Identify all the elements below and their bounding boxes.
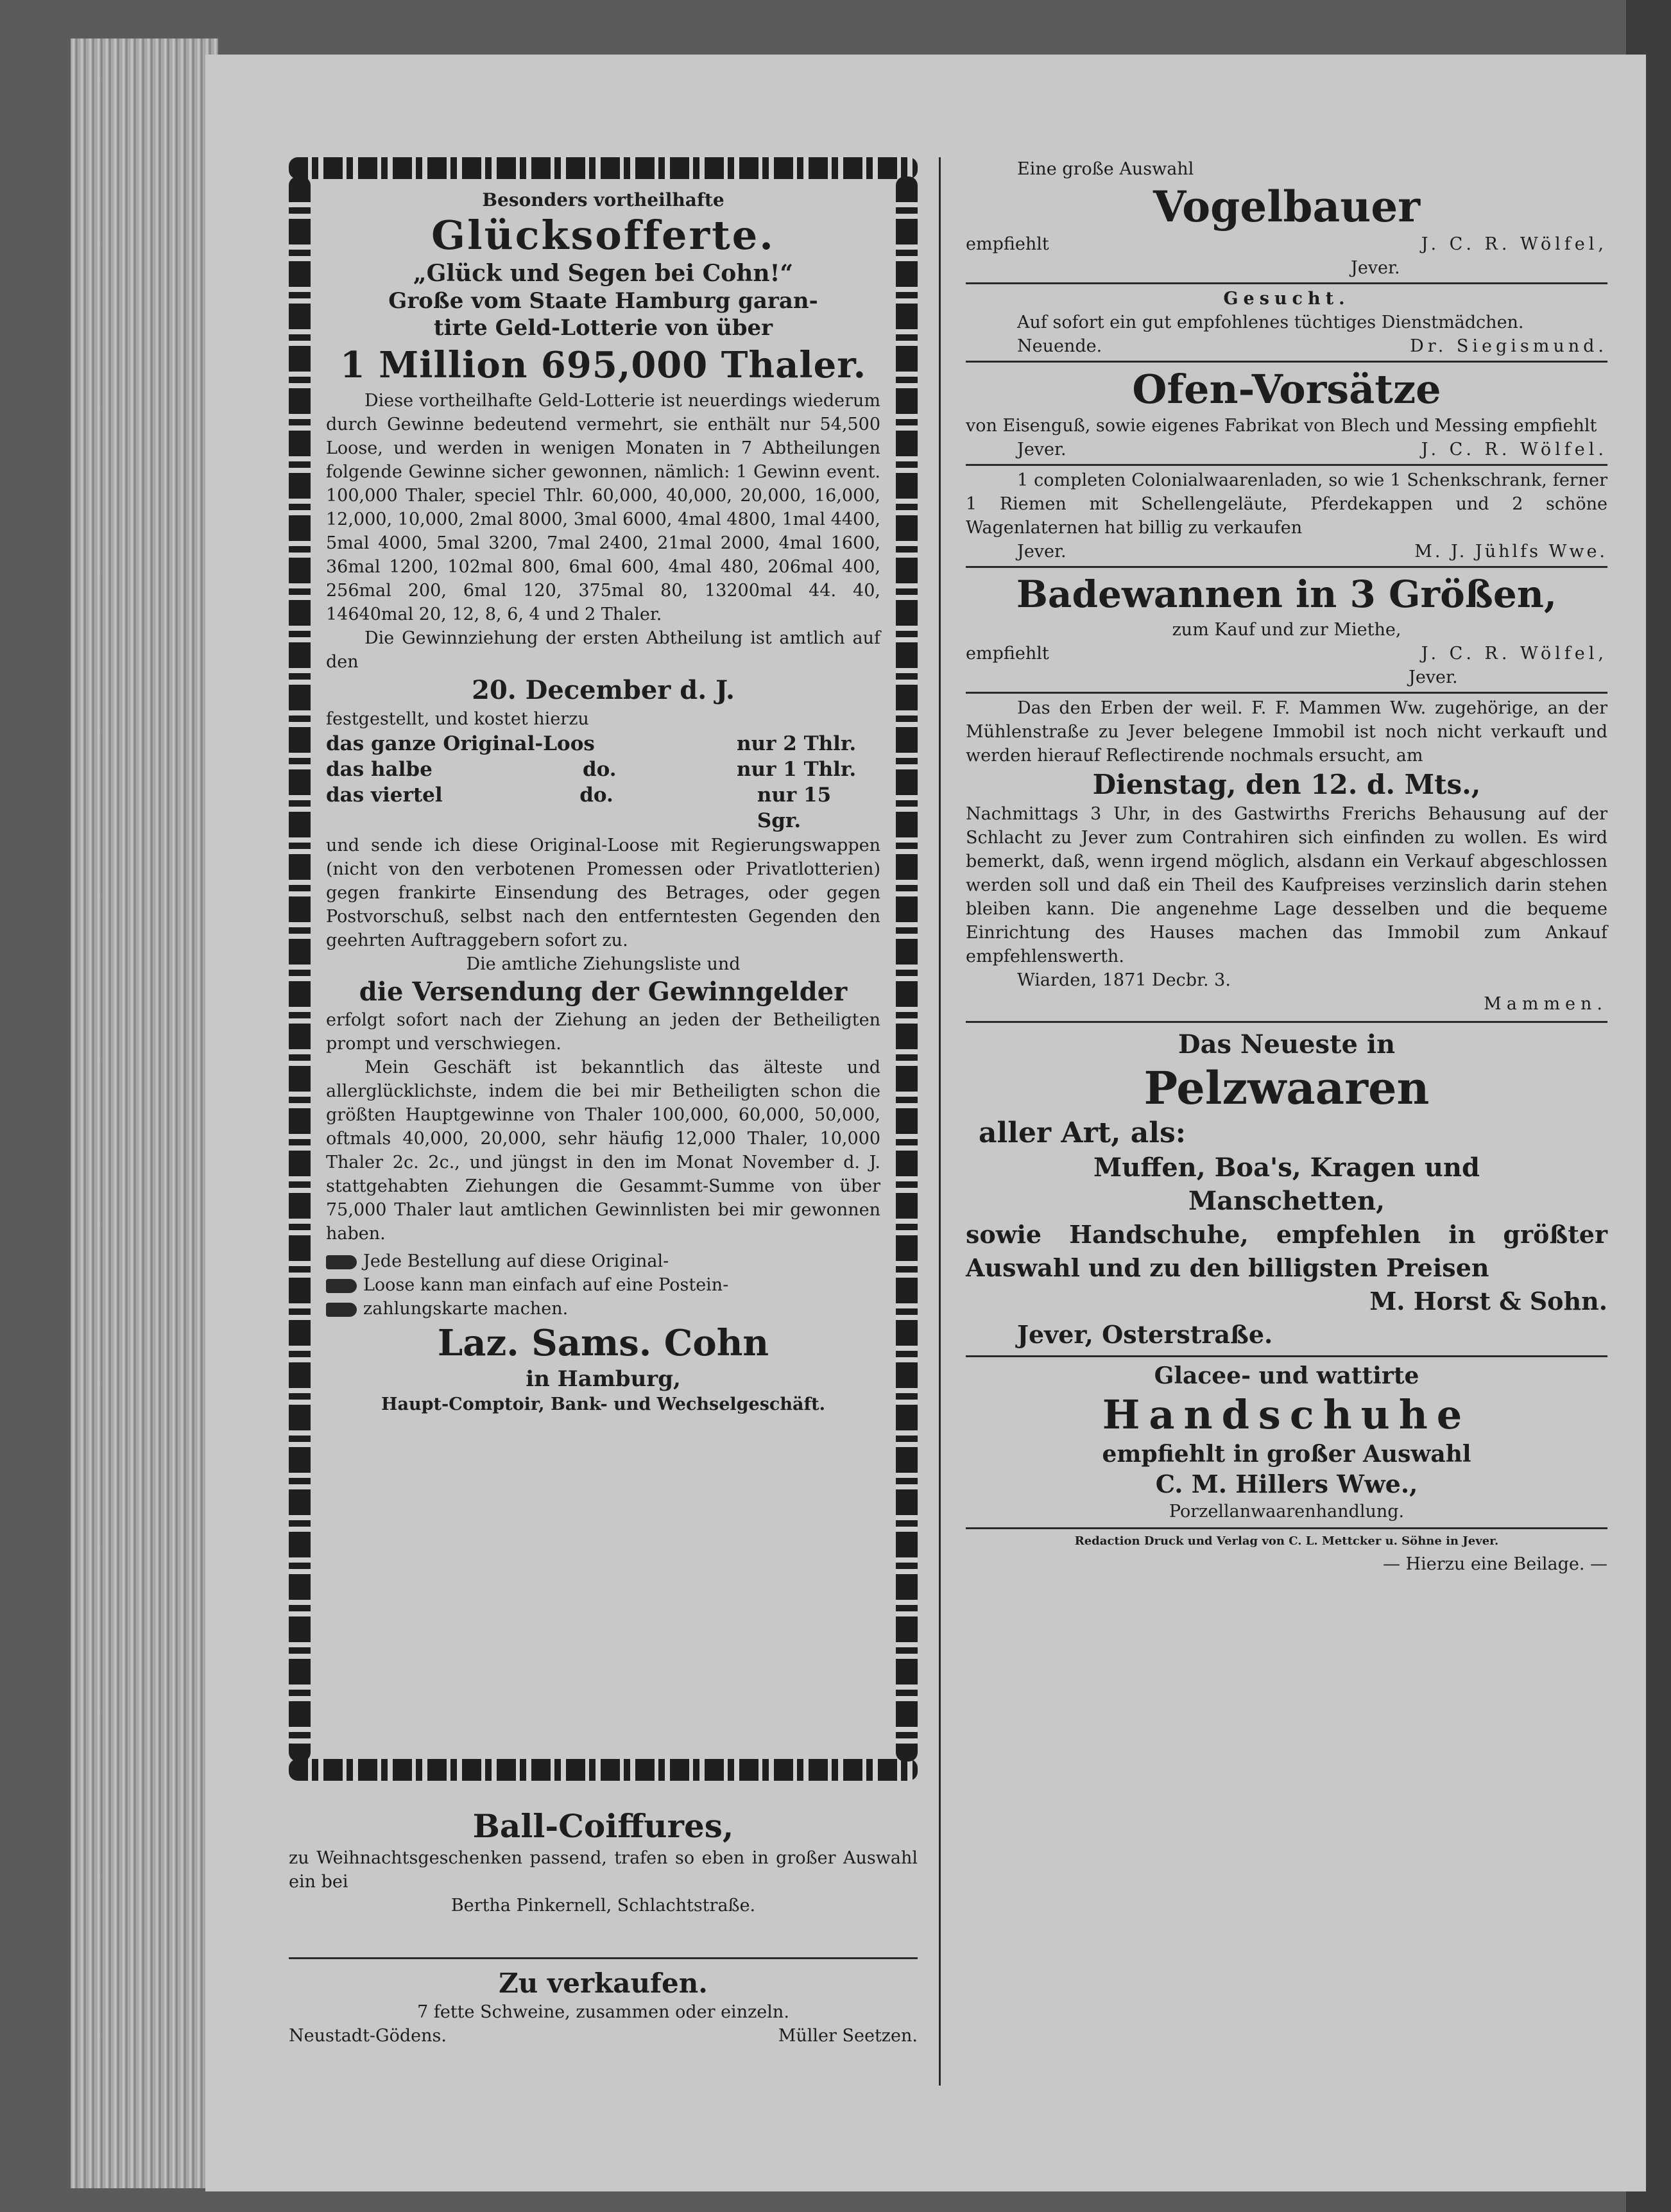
lottery-body-4: Mein Geschäft ist bekanntlich das älteste und allerglücklichste, indem die bei mir Betheiligten schon die größten Hauptgewinne von Thaler 100,000, 60,000, 50,000, oftmals 40,000, 20,000, sehr häufig 12,000 Thaler, 10,000 Thaler 2c. 2c., und jüngst in den im Monat November d. J. stattgehabten Ziehungen die Gesammt-Summe von über 75,000 Thaler laut amtlichen Gewinnlisten bei mir gewonnen haben. bbox=[326, 1058, 880, 1244]
lottery-headline-1: Große vom Staate Hamburg garan- bbox=[388, 288, 818, 314]
vogel-place: Jever. bbox=[1351, 258, 1400, 278]
price-ditto: do. bbox=[583, 758, 617, 781]
hand-title: Handschuhe bbox=[1102, 1391, 1471, 1438]
ornamental-border-left bbox=[289, 176, 311, 1762]
laden-place: Jever. bbox=[1017, 542, 1067, 562]
ball-text: zu Weihnachtsgeschenken passend, trafen so eben in großer Auswahl ein bei bbox=[289, 1848, 918, 1892]
vogel-intro: Eine große Auswahl bbox=[1017, 159, 1194, 179]
lottery-ad bbox=[289, 157, 918, 1781]
right-column bbox=[966, 157, 1607, 1576]
order-line-2: Loose kann man einfach auf eine Postein- bbox=[326, 1273, 880, 1297]
supplement-note: — Hierzu eine Beilage. — bbox=[1382, 1554, 1607, 1574]
divider bbox=[966, 566, 1607, 568]
page-footer bbox=[966, 1533, 1607, 1576]
divider bbox=[289, 1957, 918, 1959]
lottery-headline-2: tirte Geld-Lotterie von über bbox=[433, 315, 773, 341]
imprint: Redaction Druck und Verlag von C. L. Mettcker u. Söhne in Jever. bbox=[1074, 1534, 1499, 1548]
order-line-3: zahlungskarte machen. bbox=[326, 1297, 880, 1321]
gesucht-title: Gesucht. bbox=[1223, 289, 1350, 309]
column-rule bbox=[939, 157, 941, 2086]
laden-sign-row bbox=[966, 540, 1607, 563]
ball-title: Ball-Coiffures, bbox=[472, 1807, 734, 1845]
ofen-ad bbox=[966, 365, 1607, 461]
price-row-whole bbox=[326, 731, 880, 757]
pelz-line-3: Manschetten, bbox=[1188, 1186, 1385, 1216]
lottery-amount: 1 Million 695,000 Thaler. bbox=[339, 344, 867, 386]
pointing-hand-icon bbox=[326, 1303, 357, 1317]
ofen-place: Jever. bbox=[1017, 440, 1067, 459]
hand-intro: Glacee- und wattirte bbox=[1154, 1362, 1419, 1389]
price-label: das ganze Original-Loos bbox=[326, 732, 595, 755]
pelzwaaren-ad bbox=[966, 1028, 1607, 1351]
lottery-motto: „Glück und Segen bei Cohn!“ bbox=[413, 260, 794, 287]
sale-sign: Müller Seetzen. bbox=[778, 2026, 918, 2046]
divider bbox=[966, 1021, 1607, 1023]
pelz-sign: M. Horst & Sohn. bbox=[1369, 1287, 1607, 1316]
sale-sign-row bbox=[289, 2024, 918, 2048]
pelz-line-1: aller Art, als: bbox=[979, 1117, 1186, 1149]
bade-seller-row bbox=[966, 642, 1607, 665]
ofen-title: Ofen-Vorsätze bbox=[1132, 366, 1441, 413]
bade-seller: J. C. R. Wölfel, bbox=[1421, 644, 1607, 664]
gesucht-ad bbox=[966, 287, 1607, 358]
divider bbox=[966, 464, 1607, 466]
vogel-verb: empfiehlt bbox=[966, 234, 1049, 254]
price-value: nur 2 Thlr. bbox=[737, 732, 857, 755]
hand-sub: Porzellanwaarenhandlung. bbox=[1169, 1502, 1405, 1522]
price-ditto: do. bbox=[579, 784, 613, 807]
sale-text: 7 fette Schweine, zusammen oder einzeln. bbox=[417, 2002, 789, 2022]
ball-coiffures-ad bbox=[289, 1806, 918, 1917]
ofen-sign: J. C. R. Wölfel. bbox=[1421, 440, 1607, 459]
vogel-seller: J. C. R. Wölfel, bbox=[1421, 234, 1607, 254]
vogel-seller-row bbox=[966, 232, 1607, 256]
mammen-property-ad bbox=[966, 696, 1607, 1016]
book-page-edges bbox=[71, 39, 218, 2188]
pelz-line-4: sowie Handschuhe, empfehlen in größter Auswahl und zu den billigsten Preisen bbox=[966, 1220, 1607, 1282]
hand-line: empfiehlt in großer Auswahl bbox=[1102, 1441, 1471, 1468]
pelz-intro: Das Neueste in bbox=[1178, 1029, 1396, 1059]
bade-place: Jever. bbox=[1409, 667, 1458, 687]
lottery-body-1: Diese vortheilhafte Geld-Lotterie ist neuerdings wiederum durch Gewinne bedeutend vermehrt, sie enthält nur 54,500 Loose, und werden in wenigen Monaten in 7 Abtheilungen folgende Gewinne sicher gewonnen, nämlich: 1 Gewinn event. 100,000 Thaler, speciel Thlr. 60,000, 40,000, 20,000, 16,000, 12,000, 10,000, 2mal 8000, 3mal 6000, 4mal 4800, 1mal 4400, 5mal 4000, 5mal 3200, 7mal 2400, 21mal 2000, 4mal 1600, 36mal 1200, 102mal 800, 6mal 600, 4mal 480, 206mal 400, 256mal 200, 6mal 120, 375mal 80, 13200mal 44. 40, 14640mal 20, 12, 8, 6, 4 und 2 Thaler. bbox=[326, 391, 880, 624]
bade-title: Badewannen in 3 Größen, bbox=[1016, 572, 1557, 616]
pointing-hand-icon bbox=[326, 1255, 357, 1269]
laden-sign: M. J. Jühlfs Wwe. bbox=[1414, 542, 1607, 562]
bade-verb: empfiehlt bbox=[966, 644, 1049, 664]
sale-title: Zu verkaufen. bbox=[499, 1968, 708, 1999]
lottery-list-intro: Die amtliche Ziehungsliste und bbox=[466, 954, 741, 974]
order-line-1: Jede Bestellung auf diese Original- bbox=[326, 1249, 880, 1273]
newspaper-page bbox=[205, 55, 1646, 2191]
ornamental-border-bottom bbox=[289, 1759, 918, 1781]
lottery-draw-intro: Die Gewinnziehung der ersten Abtheilung ist amtlich auf den bbox=[326, 628, 880, 672]
ornamental-border-top bbox=[289, 157, 918, 179]
lottery-kicker: Besonders vortheilhafte bbox=[482, 189, 724, 210]
lottery-dispatch: die Versendung der Gewinngelder bbox=[359, 977, 848, 1007]
lottery-city: in Hamburg, bbox=[526, 1366, 681, 1392]
lottery-title: Glücksofferte. bbox=[431, 212, 775, 259]
lottery-draw-date: 20. December d. J. bbox=[472, 675, 735, 705]
hand-sign: C. M. Hillers Wwe., bbox=[1155, 1470, 1418, 1498]
lottery-office: Haupt-Comptoir, Bank- und Wechselgeschäft. bbox=[381, 1394, 825, 1414]
mammen-dateline: Wiarden, 1871 Decbr. 3. bbox=[1017, 970, 1231, 990]
colonial-shop-ad bbox=[966, 468, 1607, 563]
price-row-half bbox=[326, 757, 880, 782]
lottery-firm: Laz. Sams. Cohn bbox=[437, 1322, 769, 1364]
pelz-place: Jever, Osterstraße. bbox=[1017, 1320, 1273, 1349]
lottery-body-2: und sende ich diese Original-Loose mit Regierungswappen (nicht von den verbotenen Promessen oder Privatlotterien) gegen frankirte Einsendung des Betrages, oder gegen Postvorschuß, selbst nach den entferntesten Gegenden den geehrten Auftraggebern sofort zu. bbox=[326, 836, 880, 950]
divider bbox=[966, 692, 1607, 694]
ornamental-border-right bbox=[896, 176, 918, 1762]
handschuhe-ad bbox=[966, 1361, 1607, 1523]
divider bbox=[966, 1527, 1607, 1529]
divider bbox=[966, 1355, 1607, 1357]
mammen-sign: Mammen. bbox=[1484, 994, 1607, 1014]
price-value: nur 15 Sgr. bbox=[757, 784, 832, 832]
lottery-price-intro: festgestellt, und kostet hierzu bbox=[326, 709, 589, 729]
price-row-quarter bbox=[326, 782, 880, 834]
ball-sign: Bertha Pinkernell, Schlachtstraße. bbox=[450, 1896, 756, 1916]
pointing-hand-icon bbox=[326, 1279, 357, 1293]
sale-place: Neustadt-Gödens. bbox=[289, 2026, 447, 2046]
bade-sub: zum Kauf und zur Miethe, bbox=[1172, 620, 1401, 640]
ofen-sign-row bbox=[966, 438, 1607, 461]
bathtub-ad bbox=[966, 570, 1607, 689]
pigs-for-sale-ad bbox=[289, 1967, 918, 2048]
mammen-text-1: Das den Erben der weil. F. F. Mammen Ww. zugehörige, an der Mühlenstraße zu Jever belegene Immobil ist noch nicht verkauft und werden hierauf Reflectirende nochmals ersucht, am bbox=[966, 698, 1607, 766]
lottery-content bbox=[326, 188, 880, 1749]
divider bbox=[966, 282, 1607, 284]
gesucht-sign: Dr. Siegismund. bbox=[1410, 336, 1607, 356]
pelz-line-2: Muffen, Boa's, Kragen und bbox=[1093, 1153, 1480, 1183]
lottery-body-3: erfolgt sofort nach der Ziehung an jeden der Betheiligten prompt und verschwiegen. bbox=[326, 1010, 880, 1054]
vogelbauer-ad bbox=[966, 157, 1607, 280]
gesucht-text: Auf sofort ein gut empfohlenes tüchtiges Dienstmädchen. bbox=[1017, 313, 1524, 332]
mammen-date: Dienstag, den 12. d. Mts., bbox=[1092, 769, 1481, 800]
price-label: das halbe bbox=[326, 758, 433, 781]
gesucht-place: Neuende. bbox=[1017, 336, 1102, 356]
price-ditto bbox=[660, 731, 737, 757]
laden-text: 1 completen Colonialwaarenladen, so wie 1 Schenkschrank, ferner 1 Riemen mit Schellengeläute, Pferdekappen und 2 schöne Wagenlaternen hat billig zu verkaufen bbox=[966, 470, 1607, 538]
ofen-text: von Eisenguß, sowie eigenes Fabrikat von Blech und Messing empfiehlt bbox=[966, 416, 1597, 436]
mammen-text-2: Nachmittags 3 Uhr, in des Gastwirths Frerichs Behausung auf der Schlacht zu Jever zum Contrahiren sich einfinden zu wollen. Es wird bemerkt, daß, wenn irgend möglich, alsdann ein Verkauf abgeschlossen werden soll und daß ein Theil des Kaufpreises verzinslich darin stehen bleiben kann. Die angenehme Lage desselben und die bequeme Einrichtung des Hauses machen das Immobil zum Ankauf empfehlenswerth. bbox=[966, 804, 1607, 966]
divider bbox=[966, 361, 1607, 363]
pelz-title: Pelzwaaren bbox=[1144, 1061, 1430, 1115]
gesucht-sign-row bbox=[966, 334, 1607, 358]
vogel-title: Vogelbauer bbox=[1153, 182, 1421, 232]
price-value: nur 1 Thlr. bbox=[737, 758, 857, 781]
price-label: das viertel bbox=[326, 784, 443, 807]
